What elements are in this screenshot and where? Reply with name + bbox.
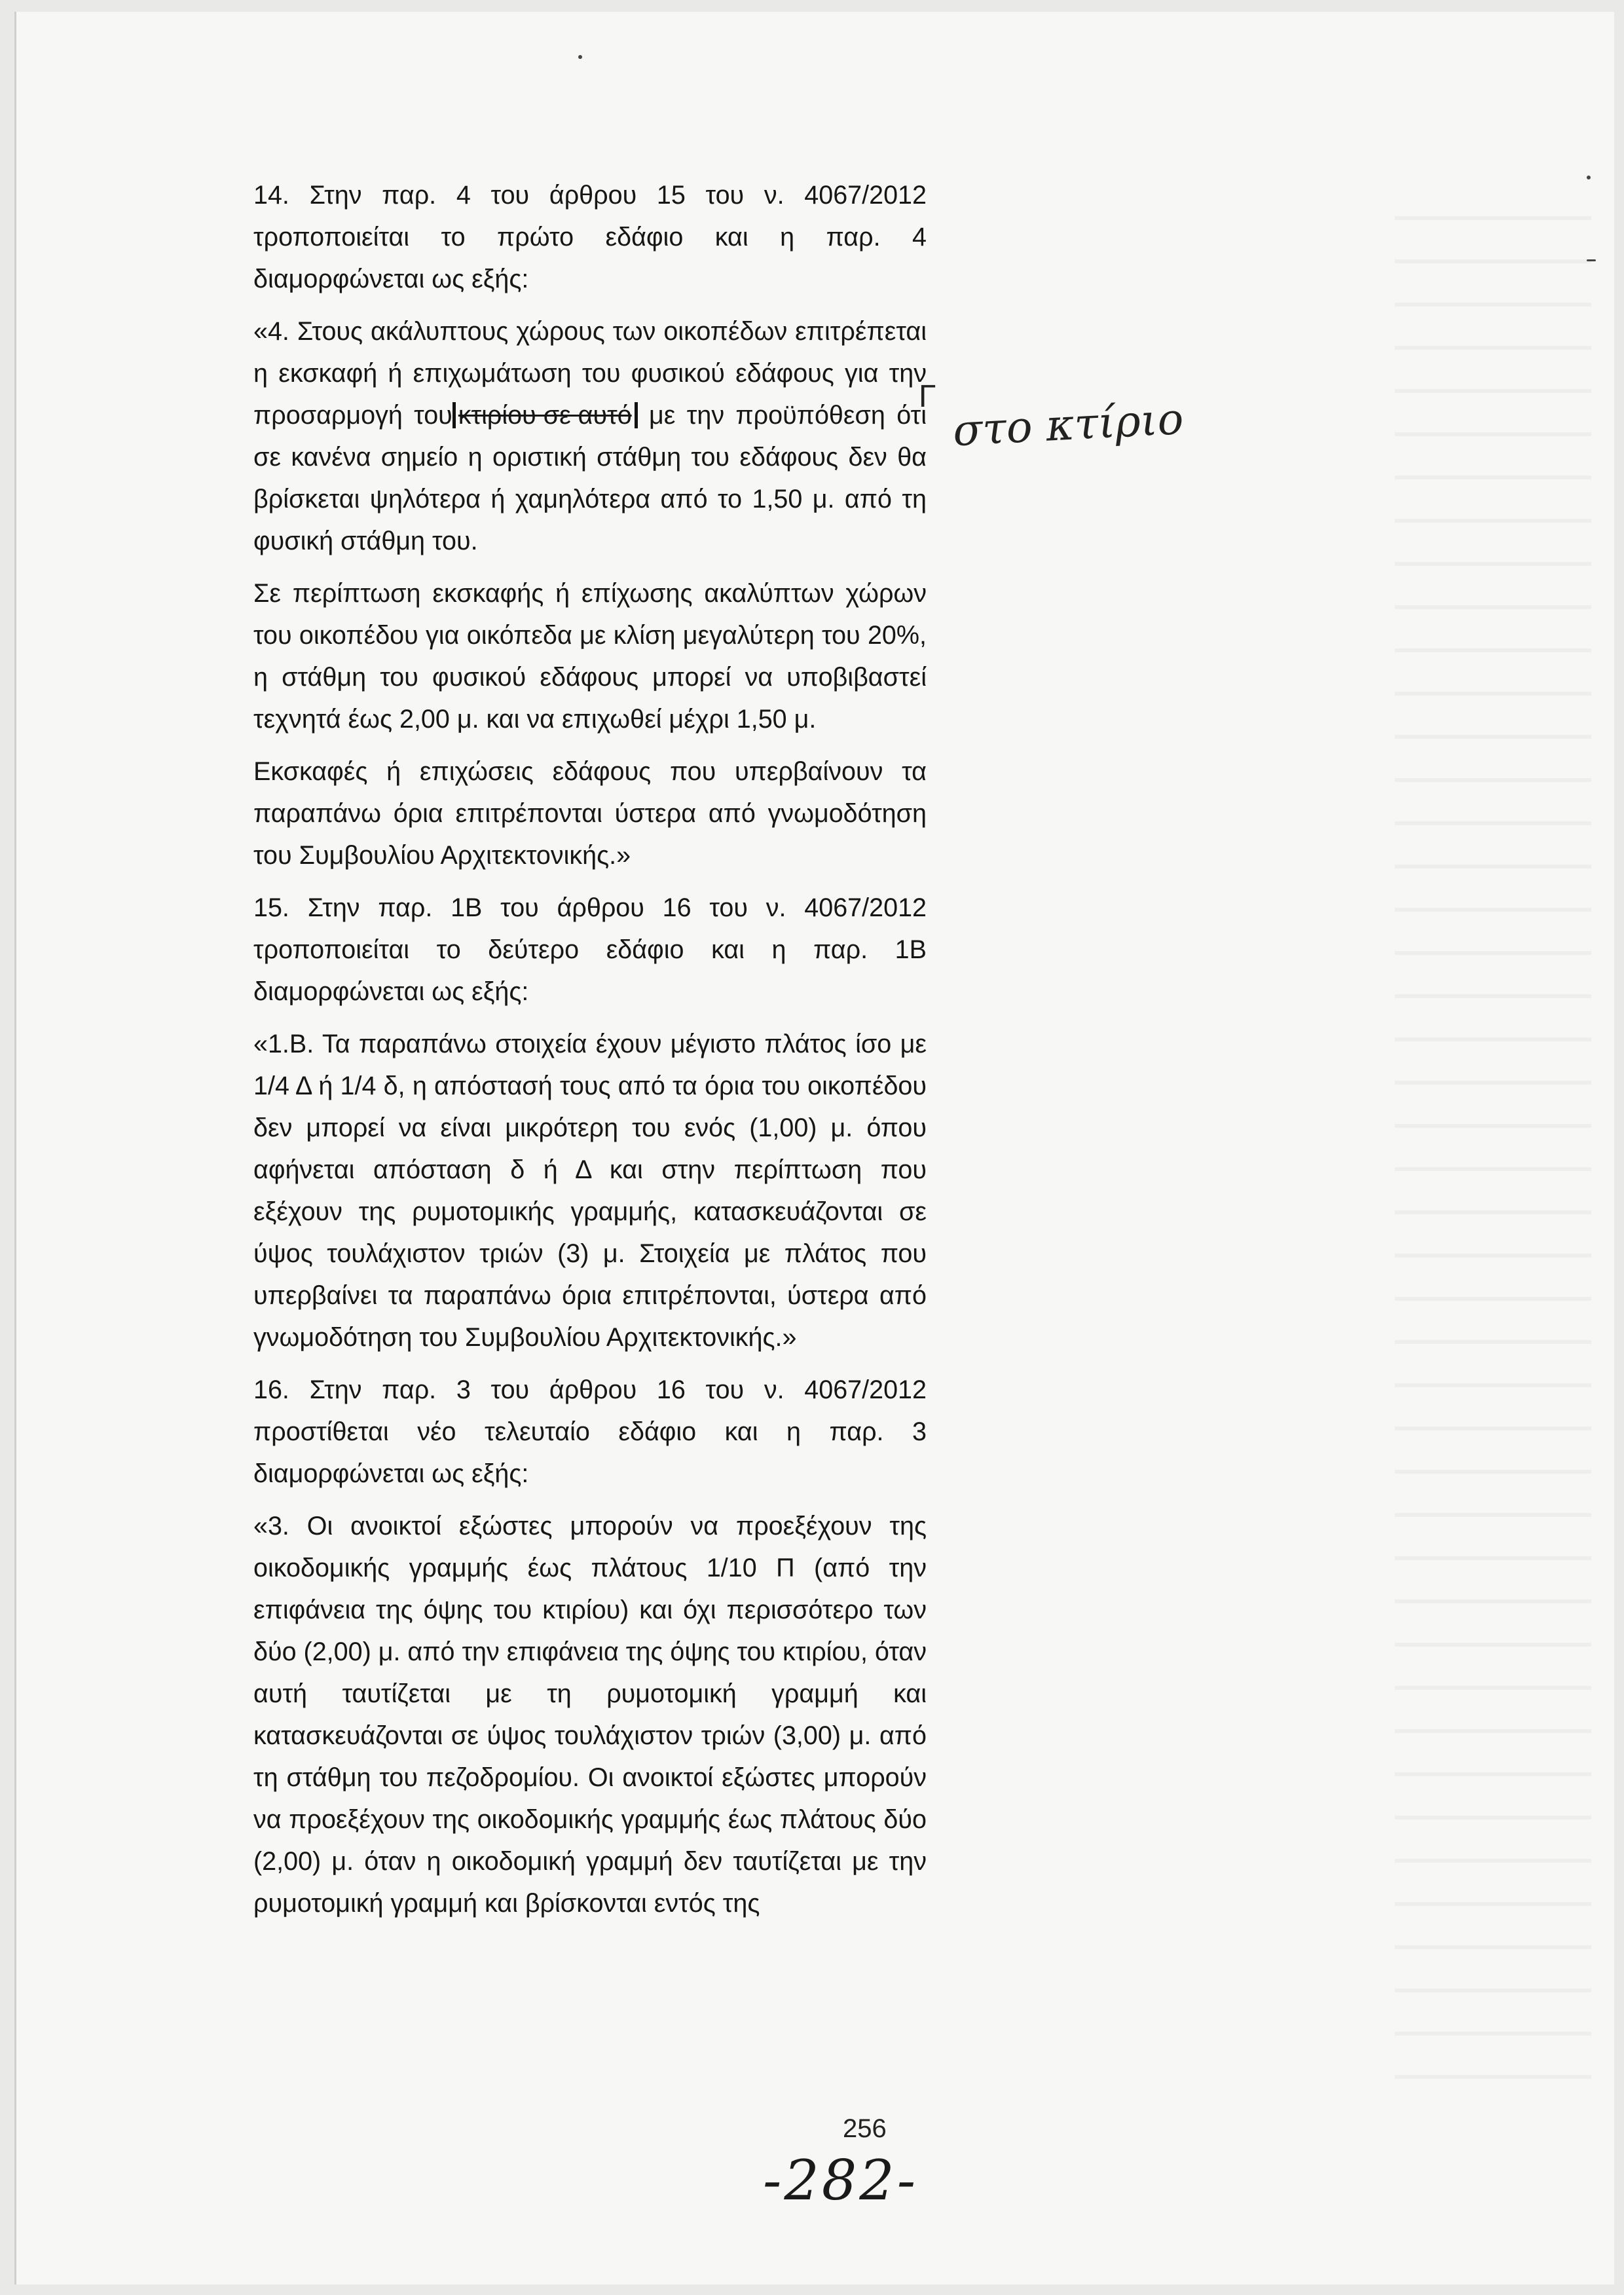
text-after-edit: με την προϋπόθεση ότι σε κανένα σημείο η οριστική στάθμη του εδάφους δεν θα βρίσκεται ψηλότερα ή χαμηλότερα από το 1,50 μ. από τη φυσική στάθμη του. (253, 401, 927, 555)
handwritten-page-number: -282- (763, 2148, 919, 2212)
paragraph-16-heading: 16. Στην παρ. 3 του άρθρου 16 του ν. 4067/2012 προστίθεται νέο τελευταίο εδάφιο και η παρ. 3 διαμορφώνεται ως εξής: (253, 1375, 927, 1488)
document-page (14, 12, 1614, 2285)
paragraph-14-para4-second: Σε περίπτωση εκσκαφής ή επίχωσης ακαλύπτων χώρων του οικοπέδου για οικόπεδα με κλίση μεγαλύτερη του 20%, η στάθμη του φυσικού εδάφους μπορεί να υποβιβαστεί τεχνητά έως 2,00 μ. και να επιχωθεί μέχρι 1,50 μ. (253, 579, 927, 734)
insertion-mark: Γ (919, 379, 936, 414)
struck-text: κτιρίου σε αυτό (458, 401, 632, 430)
page-number: 256 (843, 2114, 887, 2143)
body-text (253, 174, 927, 1935)
paragraph-15-heading: 15. Στην παρ. 1Β του άρθρου 16 του ν. 4067/2012 τροποποιείται το δεύτερο εδάφιο και η παρ. 1Β διαμορφώνεται ως εξής: (253, 893, 927, 1006)
paragraph-16-para3: «3. Οι ανοικτοί εξώστες μπορούν να προεξέχουν της οικοδομικής γραμμής έως πλάτους 1/10 Π (από την επιφάνεια της όψης του κτιρίου) και όχι περισσότερο των δύο (2,00) μ. από την επιφάνεια της όψης του κτιρίου, όταν αυτή ταυτίζεται με τη ρυμοτομική γραμμή και κατασκευάζονται σε ύψος τουλάχιστον τριών (3,00) μ. από τη στάθμη του πεζοδρομίου. Οι ανοικτοί εξώστες μπορούν να προεξέχουν της οικοδομικής γραμμής έως πλάτους δύο (2,00) μ. όταν η οικοδομική γραμμή δεν ταυτίζεται με την ρυμοτομική γραμμή και βρίσκονται εντός της (253, 1512, 927, 1918)
handwritten-annotation: στο κτίριο (951, 393, 1185, 457)
strikethrough-edit (452, 402, 638, 428)
paragraph-14-para4-third: Εκσκαφές ή επιχώσεις εδάφους που υπερβαίνουν τα παραπάνω όρια επιτρέπονται ύστερα από γνωμοδότηση του Συμβουλίου Αρχιτεκτονικής.» (253, 757, 927, 870)
paragraph-15-para1b: «1.Β. Τα παραπάνω στοιχεία έχουν μέγιστο πλάτος ίσο με 1/4 Δ ή 1/4 δ, η απόστασή τους από τα όρια του οικοπέδου δεν μπορεί να είναι μικρότερη του ενός (1,00) μ. όπου αφήνεται απόσταση δ ή Δ και στην περίπτωση που εξέχουν της ρυμοτομικής γραμμής, κατασκευάζονται σε ύψος τουλάχιστον τριών (3) μ. Στοιχεία με πλάτος που υπερβαίνει τα παραπάνω όρια επιτρέπονται, ύστερα από γνωμοδότηση του Συμβουλίου Αρχιτεκτονικής.» (253, 1030, 927, 1352)
scan-speck (1587, 176, 1591, 179)
scan-speck (578, 55, 582, 59)
paragraph-14-para4-first (253, 310, 927, 562)
scan-speck (1587, 259, 1596, 261)
bleed-through-text (1395, 189, 1591, 2088)
paragraph-14-heading: 14. Στην παρ. 4 του άρθρου 15 του ν. 4067/2012 τροποποιείται το πρώτο εδάφιο και η παρ. 4 διαμορφώνεται ως εξής: (253, 181, 927, 293)
text-before-edit: «4. Στους ακάλυπτους χώρους των οικοπέδων επιτρέπεται η εκσκαφή ή επιχωμάτωση του φυσικού εδάφους για την προσαρμογή του (253, 317, 927, 430)
